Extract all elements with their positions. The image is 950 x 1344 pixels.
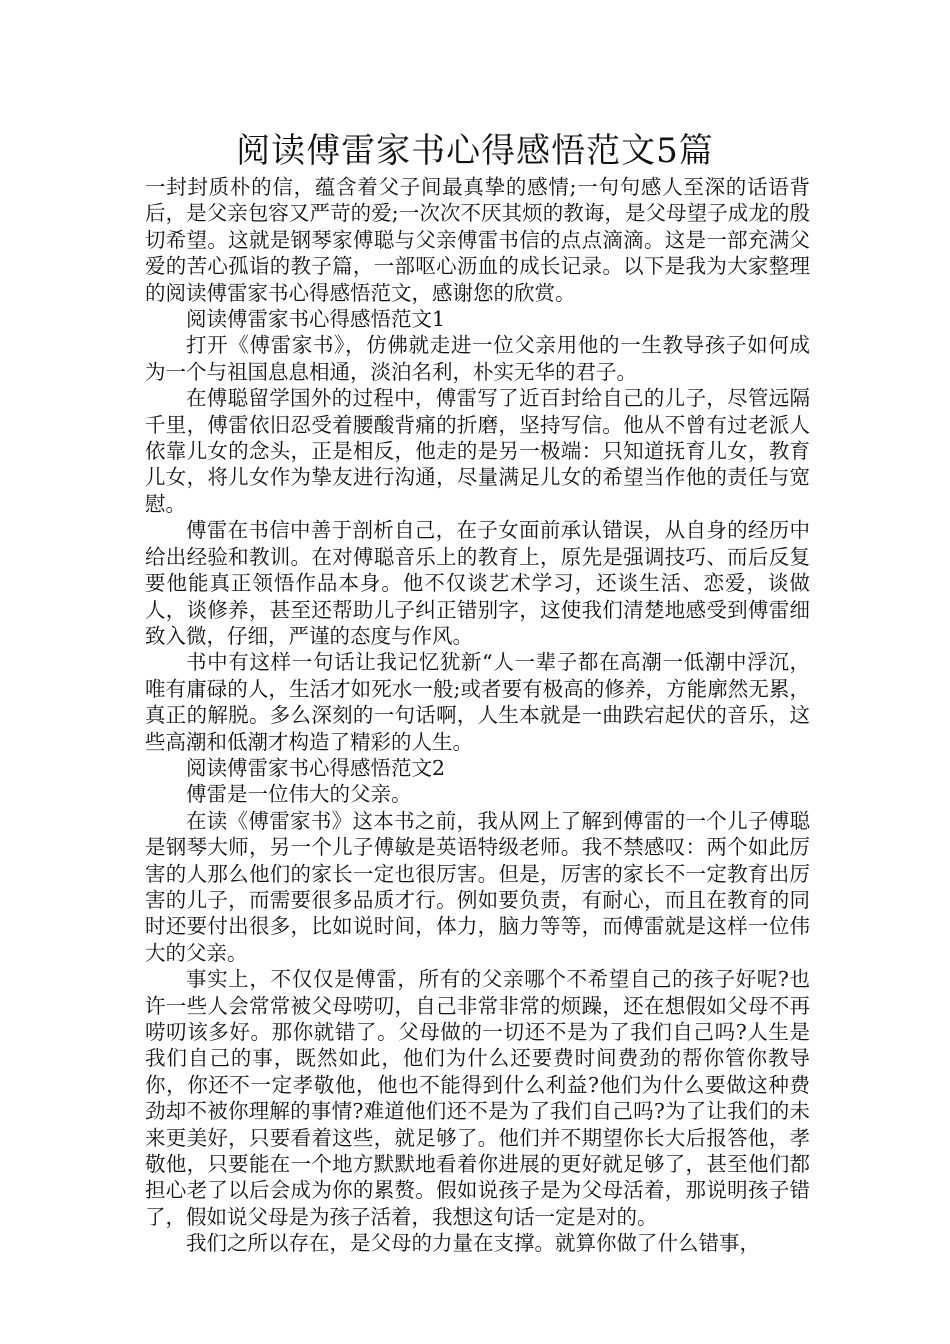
paragraph: 傅雷在书信中善于剖析自己，在子女面前承认错误，从自身的经历中给出经验和教训。在对傅聪音乐上的教育上，原先是强调技巧、而后反复要他能真正领悟作品本身。他不仅谈艺术学习，还谈生活、恋爱，谈做人，谈修养，甚至还帮助儿子纠正错别字，这使我们清楚地感受到傅雷细致入微，仔细，严谨的态度与作风。 <box>145 518 810 648</box>
paragraph: 一封封质朴的信，蕴含着父子间最真挚的感情;一句句感人至深的话语背后，是父亲包容又严苛的爱;一次次不厌其烦的教诲，是父母望子成龙的殷切希望。这就是钢琴家傅聪与父亲傅雷书信的点点滴滴。这是一部充满父爱的苦心孤诣的教子篇，一部呕心沥血的成长记录。以下是我为大家整理的阅读傅雷家书心得感悟范文，感谢您的欣赏。 <box>145 175 810 305</box>
document-title: 阅读傅雷家书心得感悟范文5篇 <box>236 131 714 171</box>
paragraph: 在傅聪留学国外的过程中，傅雷写了近百封给自己的儿子，尽管远隔千里，傅雷依旧忍受着腰酸背痛的折磨，坚持写信。他从不曾有过老派人依靠儿女的念头，正是相反，他走的是另一极端：只知道抚育儿女，教育儿女，将儿女作为挚友进行沟通，尽量满足儿女的希望当作他的责任与宽慰。 <box>145 386 810 516</box>
paragraph: 打开《傅雷家书》，仿佛就走进一位父亲用他的一生教导孩子如何成为一个与祖国息息相通，淡泊名利，朴实无华的君子。 <box>145 333 810 384</box>
paragraph: 阅读傅雷家书心得感悟范文1 <box>186 307 446 332</box>
paragraph: 我们之所以存在，是父母的力量在支撑。就算你做了什么错事， <box>186 1231 760 1256</box>
paragraph: 事实上，不仅仅是傅雷，所有的父亲哪个不希望自己的孩子好呢?也许一些人会常常被父母唠叨，自己非常非常的烦躁，还在想假如父母不再唠叨该多好。那你就错了。父母做的一切还不是为了我们自己吗?人生是我们自己的事，既然如此，他们为什么还要费时间费劲的帮你管你教导你，你还不一定孝敬他，他也不能得到什么利益?他们为什么要做这种费劲却不被你理解的事情?难道他们还不是为了我们自己吗?为了让我们的未来更美好，只要看着这些，就足够了。他们并不期望你长大后报答他，孝敬他，只要能在一个地方默默地看着你进展的更好就足够了，甚至他们都担心老了以后会成为你的累赘。假如说孩子是为父母活着，那说明孩子错了，假如说父母是为孩子活着，我想这句话一定是对的。 <box>145 967 810 1229</box>
paragraph: 阅读傅雷家书心得感悟范文2 <box>186 755 446 780</box>
paragraph: 书中有这样一句话让我记忆犹新“人一辈子都在高潮一低潮中浮沉，唯有庸碌的人，生活才如死水一般;或者要有极高的修养，方能廓然无累，真正的解脱。多么深刻的一句话啊，人生本就是一曲跌宕起伏的音乐，这些高潮和低潮才构造了精彩的人生。 <box>145 650 810 754</box>
document-body <box>145 174 810 1257</box>
paragraph: 傅雷是一位伟大的父亲。 <box>186 782 412 807</box>
paragraph: 在读《傅雷家书》这本书之前，我从网上了解到傅雷的一个儿子傅聪是钢琴大师，另一个儿子傅敏是英语特级老师。我不禁感叹：两个如此厉害的人那么他们的家长一定也很厉害。但是，厉害的家长不一定教育出厉害的儿子，而需要很多品质才行。例如要负责，有耐心，而且在教育的同时还要付出很多，比如说时间，体力，脑力等等，而傅雷就是这样一位伟大的父亲。 <box>145 808 810 965</box>
